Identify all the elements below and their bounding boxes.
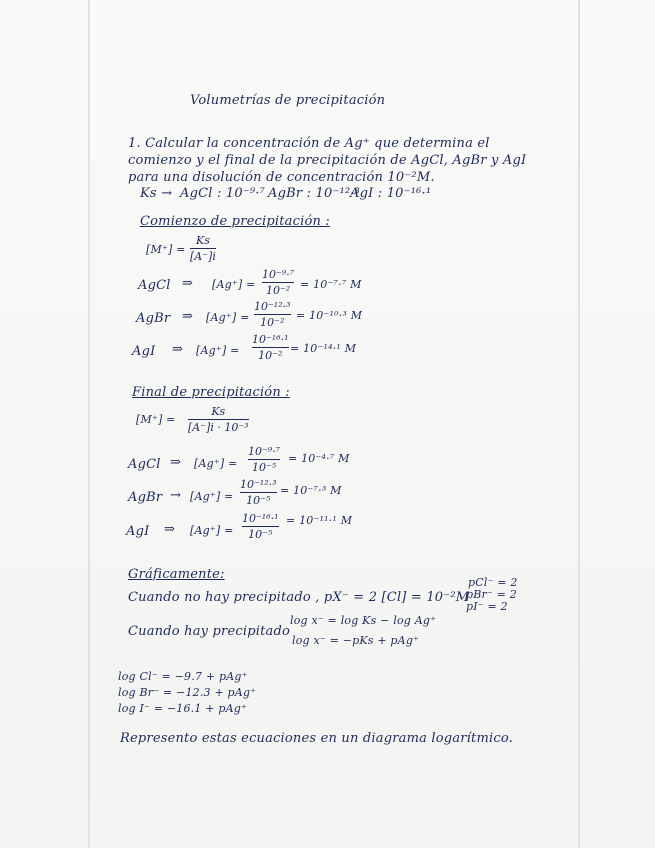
end-formula-lhs: [M⁺] = <box>136 413 176 426</box>
start-row-agbr-result: = 10⁻¹⁰·³ M <box>296 309 363 322</box>
arrow-icon: → <box>170 488 181 503</box>
arrow-icon: ⇒ <box>170 455 181 470</box>
arrow-icon: ⇒ <box>182 309 193 324</box>
graph-eq-2: log x⁻ = −pKs + pAg⁺ <box>292 634 420 647</box>
start-formula-fraction <box>190 234 216 263</box>
graph-no-precipitate: Cuando no hay precipitado , pX⁻ = 2 [Cl] = 10⁻²M <box>128 590 470 605</box>
end-row-agcl-fraction <box>248 445 280 474</box>
end-row-agcl-num: 10⁻⁹·⁷ <box>248 445 281 458</box>
end-row-agbr-lhs: [Ag⁺] = <box>190 490 234 503</box>
start-row-agbr-den: 10⁻² <box>260 316 285 329</box>
start-formula-num: Ks <box>195 234 210 247</box>
start-row-agcl-salt: AgCl <box>138 278 171 293</box>
graph-eq-1: log x⁻ = log Ks − log Ag⁺ <box>290 614 437 627</box>
end-row-agi-salt: AgI <box>126 524 150 539</box>
problem-line-3: para una disolución de concentración 10⁻²M. <box>128 170 435 185</box>
end-row-agcl-result: = 10⁻⁴·⁷ M <box>288 452 350 465</box>
problem-line-2: comienzo y el final de la precipitación de AgCl, AgBr y AgI <box>128 153 527 168</box>
start-row-agi-result: = 10⁻¹⁴·¹ M <box>290 342 357 355</box>
arrow-icon: ⇒ <box>182 276 193 291</box>
log-br: log Br⁻ = −12.3 + pAg⁺ <box>118 686 257 699</box>
end-row-agi-lhs: [Ag⁺] = <box>190 524 234 537</box>
start-row-agbr-salt: AgBr <box>136 311 171 326</box>
closing-sentence: Represento estas ecuaciones en un diagrama logarítmico. <box>120 731 513 746</box>
end-row-agbr-den: 10⁻⁵ <box>246 494 271 507</box>
start-row-agbr-lhs: [Ag⁺] = <box>206 311 250 324</box>
end-row-agi-den: 10⁻⁵ <box>248 528 273 541</box>
end-row-agbr-fraction <box>240 478 277 507</box>
start-row-agi-lhs: [Ag⁺] = <box>196 344 240 357</box>
start-row-agi-fraction <box>252 333 289 362</box>
end-row-agcl-den: 10⁻⁵ <box>251 461 277 474</box>
page-title: Volumetrías de precipitación <box>190 93 386 108</box>
ks-agi: AgI : 10⁻¹⁶·¹ <box>350 186 432 201</box>
end-row-agbr-result: = 10⁻⁷·³ M <box>280 484 342 497</box>
ks-agcl: AgCl : 10⁻⁹·⁷ <box>180 186 266 201</box>
end-row-agi-result: = 10⁻¹¹·¹ M <box>286 514 353 527</box>
start-row-agi-den: 10⁻² <box>258 349 283 362</box>
start-row-agi-num: 10⁻¹⁶·¹ <box>252 333 289 346</box>
page-edge-left <box>88 0 90 848</box>
page-edge-right <box>578 0 580 848</box>
end-row-agbr-salt: AgBr <box>128 490 163 505</box>
log-cl: log Cl⁻ = −9.7 + pAg⁺ <box>118 670 248 683</box>
start-row-agcl-result: = 10⁻⁷·⁷ M <box>300 278 362 291</box>
end-row-agi-fraction <box>242 512 279 541</box>
ks-agbr: AgBr : 10⁻¹²·³ <box>268 186 361 201</box>
p-value-br: pBr⁻ = 2 <box>466 588 517 601</box>
start-heading: Comienzo de precipitación : <box>140 214 330 229</box>
start-formula-den: [A⁻]i <box>190 250 216 263</box>
start-row-agcl-num: 10⁻⁹·⁷ <box>262 268 295 281</box>
start-formula-lhs: [M⁺] = <box>146 243 186 256</box>
ks-label: Ks → <box>140 186 173 201</box>
start-row-agcl-fraction <box>262 268 294 297</box>
problem-line-1: 1. Calcular la concentración de Ag⁺ que determina el <box>128 136 490 151</box>
p-value-cl: pCl⁻ = 2 <box>468 576 518 589</box>
start-row-agcl-den: 10⁻² <box>265 284 291 297</box>
graph-heading: Gráficamente: <box>128 567 225 582</box>
graph-precipitate: Cuando hay precipitado <box>128 624 290 639</box>
end-heading: Final de precipitación : <box>132 385 290 400</box>
arrow-icon: ⇒ <box>172 342 183 357</box>
start-row-agcl-lhs: [Ag⁺] = <box>212 278 256 291</box>
p-value-i: pI⁻ = 2 <box>466 600 508 613</box>
end-formula-den: [A⁻]i · 10⁻³ <box>188 421 249 434</box>
start-row-agbr-num: 10⁻¹²·³ <box>254 300 291 313</box>
end-row-agcl-lhs: [Ag⁺] = <box>194 457 238 470</box>
log-i: log I⁻ = −16.1 + pAg⁺ <box>118 702 247 715</box>
end-formula-num: Ks <box>211 405 226 418</box>
end-row-agi-num: 10⁻¹⁶·¹ <box>242 512 279 525</box>
start-row-agi-salt: AgI <box>132 344 156 359</box>
end-row-agcl-salt: AgCl <box>128 457 161 472</box>
end-formula-fraction <box>188 405 249 434</box>
arrow-icon: ⇒ <box>164 522 175 537</box>
start-row-agbr-fraction <box>254 300 291 329</box>
end-row-agbr-num: 10⁻¹²·³ <box>240 478 277 491</box>
